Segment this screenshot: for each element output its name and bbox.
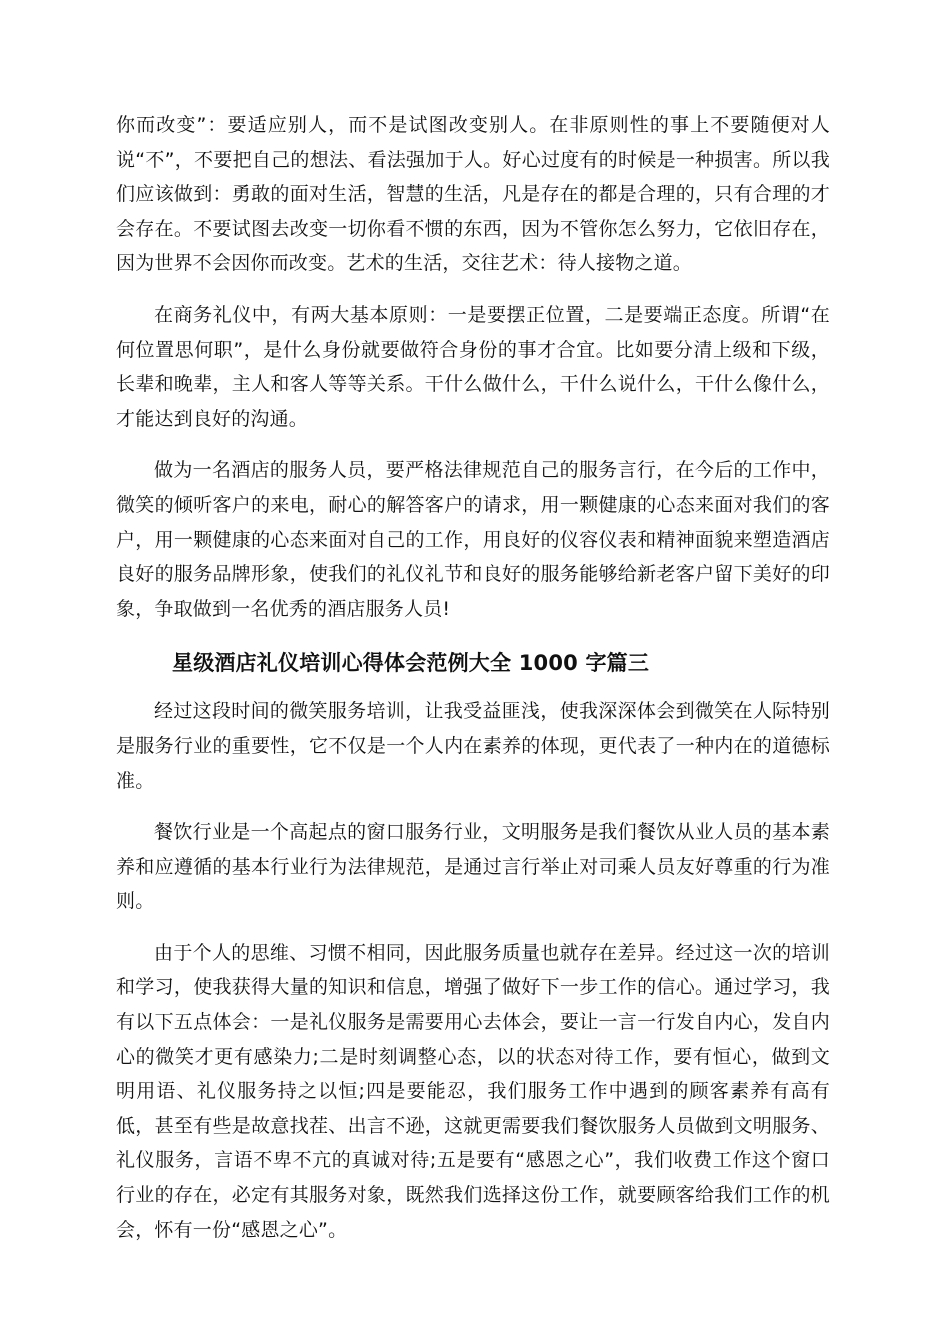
paragraph-five-points: 由于个人的思维、习惯不相同，因此服务质量也就存在差异。经过这一次的培训和学习，使我获得大量的知识和信息，增强了做好下一步工作的信心。通过学习，我有以下五点体会：一是礼仪服务是需要用心去体会，要让一言一行发自内心，发自内心的微笑才更有感染力;二是时刻调整心态，以的状态对待工作，要有恒心，做到文明用语、礼仪服务持之以恒;四是要能忍，我们服务工作中遇到的顾客素养有高有低，甚至有些是故意找茬、出言不逊，这就更需要我们餐饮服务人员做到文明服务、礼仪服务，言语不卑不亢的真诚对待;五是要有“感恩之心”，我们收费工作这个窗口行业的存在，必定有其服务对象，既然我们选择这份工作，就要顾客给我们工作的机会，怀有一份“感恩之心”。: [116, 941, 830, 1241]
paragraph-business-etiquette: 在商务礼仪中，有两大基本原则：一是要摆正位置，二是要端正态度。所谓“在何位置思何职”，是什么身份就要做符合身份的事才合宜。比如要分清上级和下级，长辈和晚辈，主人和客人等等关系。干什么做什么，干什么说什么，干什么像什么，才能达到良好的沟通。: [116, 303, 830, 430]
paragraph-continuation: 你而改变”：要适应别人，而不是试图改变别人。在非原则性的事上不要随便对人说“不”，不要把自己的想法、看法强加于人。好心过度有的时候是一种损害。所以我们应该做到：勇敢的面对生活，智慧的生活，凡是存在的都是合理的，只有合理的才会存在。不要试图去改变一切你看不惯的东西，因为不管你怎么努力，它依旧存在，因为世界不会因你而改变。艺术的生活，交往艺术：待人接物之道。: [116, 114, 830, 275]
paragraph-catering-industry: 餐饮行业是一个高起点的窗口服务行业，文明服务是我们餐饮从业人员的基本素养和应遵循的基本行业行为法律规范，是通过言行举止对司乘人员友好尊重的行为准则。: [116, 821, 830, 913]
paragraph-hotel-staff: 做为一名酒店的服务人员，要严格法律规范自己的服务言行，在今后的工作中，微笑的倾听客户的来电，耐心的解答客户的请求，用一颗健康的心态来面对我们的客户，用一颗健康的心态来面对自己的工作，用良好的仪容仪表和精神面貌来塑造酒店良好的服务品牌形象，使我们的礼仪礼节和良好的服务能够给新老客户留下美好的印象，争取做到一名优秀的酒店服务人员!: [116, 459, 830, 620]
section-heading: 星级酒店礼仪培训心得体会范例大全 1000 字篇三: [172, 651, 650, 676]
document-page: [116, 108, 830, 1264]
paragraph-smile-training: 经过这段时间的微笑服务培训，让我受益匪浅，使我深深体会到微笑在人际特别是服务行业的重要性，它不仅是一个人内在素养的体现，更代表了一种内在的道德标准。: [116, 700, 830, 792]
